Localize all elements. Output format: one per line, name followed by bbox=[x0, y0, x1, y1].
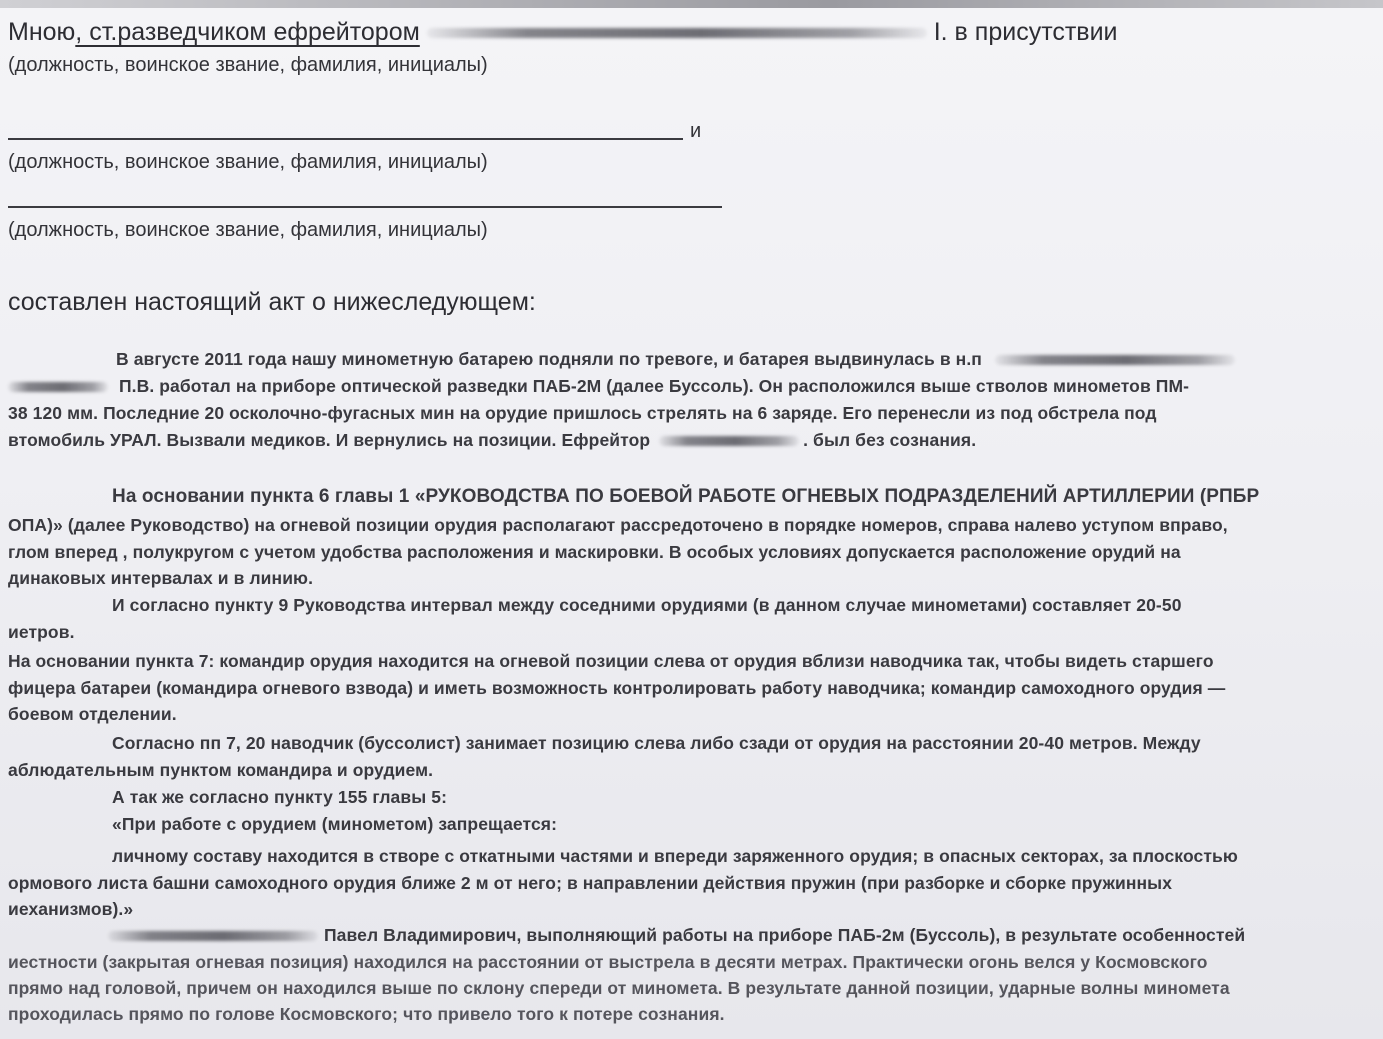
p1-line-1 bbox=[116, 349, 1235, 370]
p7-line-1 bbox=[8, 925, 1245, 946]
p1-line-4-end: . был без сознания. bbox=[803, 430, 977, 450]
p1-line-1-text: В августе 2011 года нашу минометную батарею подняли по тревоге, и батарея выдвинулась в н.п bbox=[116, 349, 982, 369]
lead-prefix: Мною bbox=[8, 18, 76, 46]
p1-line-4 bbox=[8, 430, 976, 451]
conjunction-and: и bbox=[690, 120, 702, 142]
header-line bbox=[8, 18, 1118, 47]
photo-top-edge bbox=[0, 0, 1383, 8]
p1-line-2-text: П.В. работал на приборе оптической разведки ПАБ-2М (далее Буссоль). Он расположился выше стволов минометов ПМ- bbox=[118, 376, 1190, 396]
caption-2: (должность, воинское звание, фамилия, инициалы) bbox=[8, 151, 488, 173]
p2-line-3: глом вперед , полукругом с учетом удобства расположения и маскировки. В особых условиях допускается расположение орудий на bbox=[8, 542, 1181, 562]
p2-line-1: На основании пункта 6 главы 1 «РУКОВОДСТВА ПО БОЕВОЙ РАБОТЕ ОГНЕВЫХ ПОДРАЗДЕЛЕНИЙ АРТИЛЛЕРИИ (РПБР bbox=[112, 486, 1260, 507]
p5-line-1: Согласно пп 7, 20 наводчик (буссолист) занимает позицию слева либо сзади от орудия на расстоянии 20-40 метров. Между bbox=[112, 733, 1201, 753]
p6-line-3: личному составу находится в створе с откатными частями и впереди заряженного орудия; в опасных секторах, за плоскостью bbox=[112, 846, 1238, 866]
p6-line-5: иеханизмов).» bbox=[8, 899, 134, 919]
p4-line-3: боевом отделении. bbox=[8, 704, 177, 724]
act-title: составлен настоящий акт о нижеследующем: bbox=[8, 288, 536, 316]
p2-line-2: ОПА)» (далее Руководство) на огневой позиции орудия располагают рассредоточено в порядке номеров, справа налево уступом вправо, bbox=[8, 515, 1228, 535]
document-sheet bbox=[0, 8, 1383, 1039]
p4-line-1: На основании пункта 7: командир орудия находится на огневой позиции слева от орудия вблизи наводчика так, чтобы видеть старшего bbox=[8, 651, 1214, 671]
redacted-surname-2 bbox=[108, 931, 318, 941]
p7-line-1-text: Павел Владимирович, выполняющий работы на приборе ПАБ-2м (Буссоль), в результате особенностей bbox=[324, 925, 1246, 945]
caption-3: (должность, воинское звание, фамилия, инициалы) bbox=[8, 219, 488, 241]
p4-line-2: фицера батареи (командира огневого взвода) и иметь возможность контролировать работу наводчика; командир самоходного орудия — bbox=[8, 678, 1226, 698]
p6-line-2: «При работе с орудием (минометом) запрещается: bbox=[112, 814, 558, 834]
p7-line-2: иестности (закрытая огневая позиция) находился на расстоянии от выстрела в десяти метрах. Практически огонь велся у Космовского bbox=[8, 952, 1208, 972]
p3-line-1: И согласно пункту 9 Руководства интервал между соседними орудиями (в данном случае минометами) составляет 20-50 bbox=[112, 595, 1182, 615]
caption-1: (должность, воинское звание, фамилия, инициалы) bbox=[8, 54, 488, 76]
p6-line-4: ормового листа башни самоходного орудия ближе 2 м от него; в направлении действия пружин (при разборке и сборке пружинных bbox=[8, 873, 1173, 893]
p2-line-4: динаковых интервалах и в линию. bbox=[8, 568, 314, 588]
lead-end: I. в присутствии bbox=[933, 18, 1118, 46]
p1-line-4-text: втомобиль УРАЛ. Вызвали медиков. И вернулись на позиции. Ефрейтор bbox=[8, 430, 651, 450]
p1-line-3: 38 120 мм. Последние 20 осколочно-фугасных мин на орудие пришлось стрелять на 6 заряде. Его перенесли из под обстрела под bbox=[8, 403, 1157, 423]
p7-line-3: прямо над головой, причем он находился выше по склону спереди от миномета. В результате данной позиции, ударные волны миномета bbox=[8, 978, 1230, 998]
p1-line-2 bbox=[8, 376, 1189, 397]
signature-line-2 bbox=[8, 206, 722, 208]
p7-line-4: проходилась прямо по голове Космовского; что привело того к потере сознания. bbox=[8, 1004, 725, 1024]
redacted-name bbox=[427, 28, 927, 38]
redacted-place bbox=[995, 355, 1235, 365]
lead-rank: , ст.разведчиком ефрейтором bbox=[75, 18, 420, 46]
p3-line-2: иетров. bbox=[8, 622, 75, 642]
redacted-corporal bbox=[659, 436, 799, 446]
p6-line-1: А так же согласно пункту 155 главы 5: bbox=[112, 787, 447, 807]
redacted-surname bbox=[8, 382, 108, 392]
p5-line-2: аблюдательным пунктом командира и орудием. bbox=[8, 760, 434, 780]
signature-line-1 bbox=[8, 138, 683, 140]
